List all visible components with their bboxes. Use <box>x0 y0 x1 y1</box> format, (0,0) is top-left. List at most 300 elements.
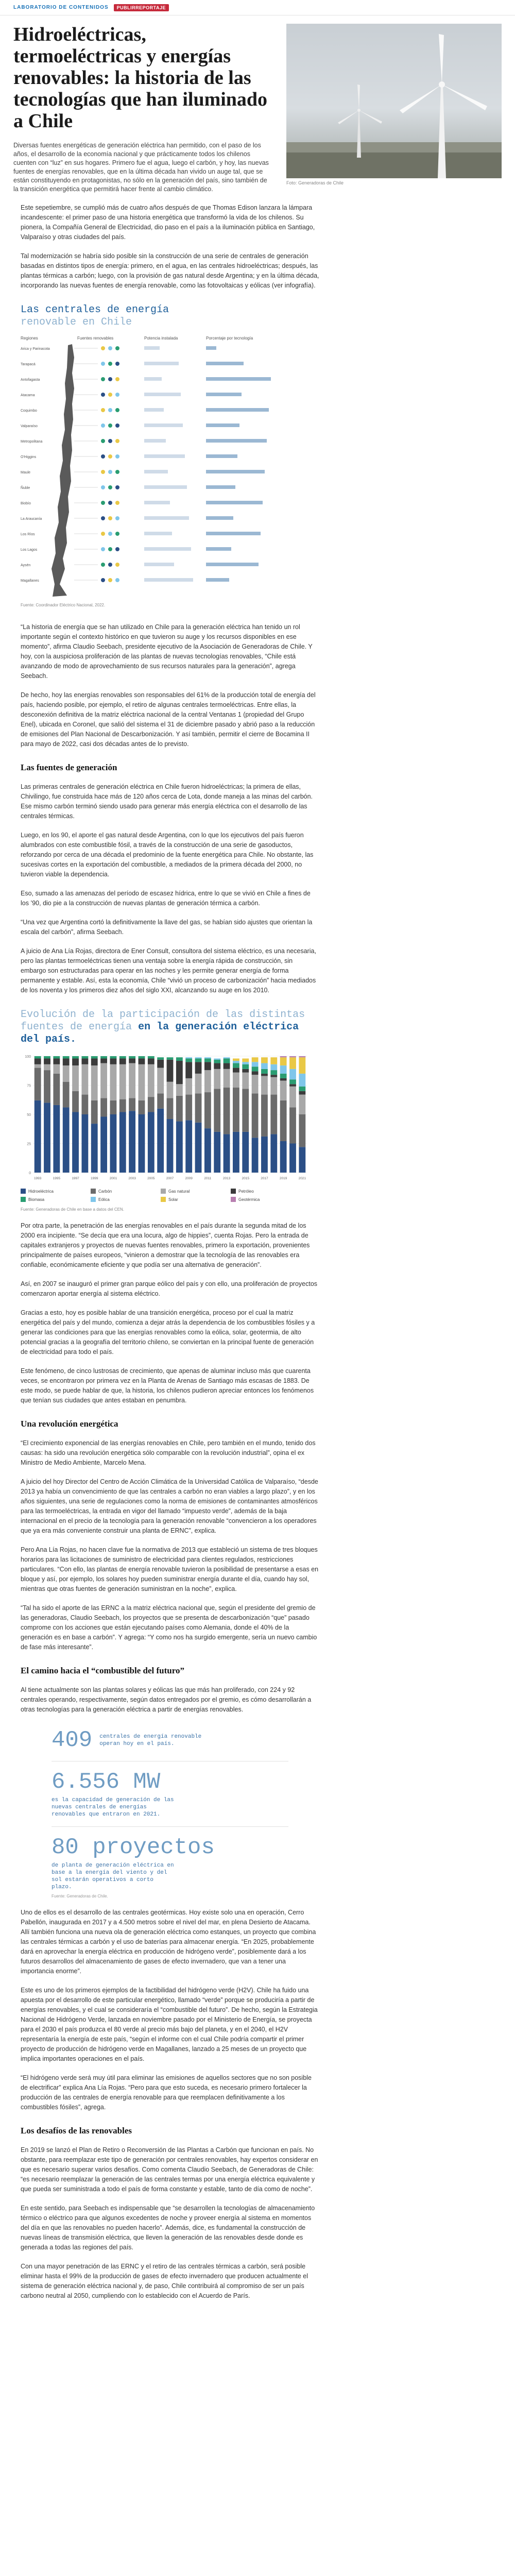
hero-caption: Foto: Generadoras de Chile <box>286 180 344 185</box>
stat-number: 409 <box>52 1727 93 1753</box>
bar-segment <box>214 1069 220 1089</box>
bar-segment <box>242 1064 249 1069</box>
bar-segment <box>91 1065 98 1100</box>
source-icon <box>101 516 105 520</box>
bar-segment <box>72 1059 79 1066</box>
paragraph: De hecho, hoy las energías renovables son responsables del 61% de la producción total de energía del país, haciendo posible, por ejemplo, el retiro de algunas centrales termoeléctricas. Entre ellas, la desconexión definitiva de la matriz eléctrica nacional de la central Ventanas 1 (propiedad del Grupo Enel), ubicada en Coronel, que salió del sistema el 31 de diciembre pasado y abrió paso a la reducción de emisiones del Plan Nacional de Descarbonización. Y así también, permitir el cierre de Bocamina II para mayo de 2022, casi dos décadas antes de lo previsto. <box>21 691 316 748</box>
source-icon <box>108 362 112 366</box>
region-label: O'Higgins <box>21 455 37 459</box>
region-label: Antofagasta <box>21 378 40 382</box>
bar-segment <box>119 1056 126 1059</box>
paragraph: Así, en 2007 se inauguró el primer gran parque eólico del país y con ello, una proliferación de proyectos comenzaron aportar energía al sistema eléctrico. <box>21 1280 318 1297</box>
source-icon <box>101 532 105 536</box>
source-icon <box>108 454 112 459</box>
bar-segment <box>252 1057 259 1062</box>
y-tick-label: 50 <box>27 1113 31 1117</box>
x-tick-label: 2007 <box>166 1177 174 1180</box>
region-label: Arica y Parinacota <box>21 347 50 351</box>
bar-segment <box>44 1059 50 1064</box>
bar-segment <box>242 1059 249 1062</box>
legend-item <box>91 1197 151 1202</box>
bar-segment <box>289 1057 296 1069</box>
source-icon <box>101 346 105 350</box>
renewables-map-infographic <box>21 304 288 613</box>
percent-bar <box>206 393 242 396</box>
bar-segment <box>185 1062 192 1078</box>
map-col-capacity: Potencia instalada <box>144 336 178 341</box>
bar-segment <box>233 1068 239 1073</box>
source-icon <box>108 393 112 397</box>
bar-segment <box>129 1056 135 1059</box>
brand-label[interactable]: LABORATORIO DE CONTENIDOS <box>13 5 109 10</box>
stats-infographic <box>52 1728 288 1899</box>
source-icon <box>101 454 105 459</box>
paragraph: A juicio de Ana Lía Rojas, directora de Ener Consult, consultora del sistema eléctrico, es una necesaria, pero las plantas termoeléctricas tienen una ventaja sobre la energía rápida de construcción, sin embargo son estructuradas para operar en las noches y les permite generar energía de forma permanente y estable. Así, esta la economía, Chile “vivió un proceso de carbonización” hacia mediados de los noventa y los primeros diez años del siglo XXI, alcanzando su auge en los 2010. <box>21 947 316 994</box>
bar-segment <box>270 1064 277 1070</box>
chart-legend <box>21 1189 309 1202</box>
paragraph: “Tal ha sido el aporte de las ERNC a la matriz eléctrica nacional que, según el presidente del gremio de las generadoras, Claudio Seebach, los proyectos que se presenta de descarbonización “que” pasado comprome con los acciones que están ejecutando países como Alemania, donde el 40% de la generación es en base a carbón”. Y agrega: “Y como nos ha surgido emergente, sería un nuevo cambio de fase más interesante”. <box>21 1604 317 1651</box>
source-icon <box>101 547 105 551</box>
bar-segment <box>100 1117 107 1173</box>
source-icon <box>108 516 112 520</box>
bar-segment <box>119 1064 126 1099</box>
section-heading: El camino hacia el “combustible del futuro” <box>21 1666 184 1675</box>
legend-label: Solar <box>168 1197 178 1202</box>
region-label: Tarapacá <box>21 363 36 366</box>
bar-segment <box>129 1059 135 1063</box>
source-icon <box>108 501 112 505</box>
capacity-bar <box>144 362 179 365</box>
source-icon <box>108 563 112 567</box>
bar-segment <box>270 1077 277 1095</box>
bar-segment <box>233 1132 239 1173</box>
bar-segment <box>233 1088 239 1132</box>
bar-segment <box>129 1063 135 1098</box>
bar-segment <box>233 1059 239 1061</box>
paragraph: Con una mayor penetración de las ERNC y el retiro de las centrales térmicas a carbón, será posible eliminar hasta el 99% de la producción de gases de efecto invernadero que producen actualmente el sistema de generación eléctrica nacional y, de paso, Chile contribuirá al compromiso de ser un país carbono neutral al 2050, cumpliendo con lo establecido con el Acuerdo de París. <box>21 2263 308 2299</box>
source-icon <box>108 439 112 443</box>
bar-segment <box>63 1082 70 1108</box>
percent-bar <box>206 454 237 458</box>
stats-source: Fuente: Generadoras de Chile. <box>52 1894 108 1899</box>
source-icon <box>101 408 105 412</box>
map-title-suffix: renovable en Chile <box>21 316 132 328</box>
bar-segment <box>185 1095 192 1121</box>
bar-segment <box>280 1065 287 1074</box>
x-tick-label: 2013 <box>222 1177 231 1180</box>
source-icon <box>115 408 119 412</box>
bar-segment <box>224 1063 230 1069</box>
legend-swatch <box>161 1197 166 1202</box>
bar-segment <box>139 1114 145 1173</box>
bar-segment <box>176 1122 183 1173</box>
bar-segment <box>53 1059 60 1064</box>
paragraph: Este fenómeno, de cinco lustrosas de crecimiento, que apenas de aluminar incluso más que cuarenta veces, se encontraron por primera vez en la Planta de Arenas de Santiago más escasas de 1883. De este modo, se puede hablar de que, la historia, los chilenos pudieron apreciar entonces los fenómenos que tenían sus ciudades que antes estaban en penumbra. <box>21 1367 314 1404</box>
bar-segment <box>176 1057 183 1061</box>
future-section <box>0 1908 319 2301</box>
source-icon <box>115 346 119 350</box>
legend-label: Gas natural <box>168 1189 190 1194</box>
bar-segment <box>119 1112 126 1173</box>
bar-segment <box>270 1134 277 1173</box>
bar-segment <box>261 1137 268 1173</box>
percent-bar <box>206 346 216 350</box>
capacity-bar <box>144 578 193 582</box>
bar-segment <box>224 1134 230 1173</box>
bar-segment <box>214 1132 220 1173</box>
bar-segment <box>110 1056 117 1059</box>
stat-number: 80 proyectos <box>52 1835 215 1860</box>
stat-description: es la capacidad de generación de las nuevas centrales de energías renovables que entraron en 2021. <box>52 1797 174 1818</box>
legend-swatch <box>91 1197 96 1202</box>
bar-segment <box>270 1095 277 1134</box>
bar-segment <box>204 1057 211 1058</box>
bar-chart-title-muted: Evolución de la participación de las distintas fuentes de energía <box>21 1009 305 1033</box>
percent-bar <box>206 485 235 489</box>
bar-segment <box>35 1056 41 1059</box>
percent-bar <box>206 501 263 504</box>
percent-bar <box>206 377 271 381</box>
bar-segment <box>195 1057 202 1058</box>
bar-segment <box>233 1073 239 1088</box>
capacity-bar <box>144 563 174 566</box>
bar-segment <box>110 1100 117 1114</box>
chile-map <box>21 342 288 600</box>
region-label: Coquimbo <box>21 409 37 413</box>
capacity-bar <box>144 532 172 535</box>
paragraph: Tal modernización se habría sido posible sin la construcción de una serie de centrales de generación basadas en distintos tipos de energía: primero, en el agua, en las centrales hidroeléctricas; después, las plantas térmicas a carbón; luego, con la provisión de gas natural desde Argentina; y en la última década, incorporando las nuevas fuentes de energía renovable, como las fotovoltaicas y eólicas (ver infografía). <box>21 252 319 289</box>
map-title <box>21 304 288 329</box>
legend-swatch <box>231 1189 236 1194</box>
bar-segment <box>289 1084 296 1087</box>
bar-segment <box>261 1076 268 1094</box>
region-label: Metropolitana <box>21 440 43 444</box>
bar-segment <box>100 1059 107 1063</box>
bar-segment <box>204 1070 211 1092</box>
bar-segment <box>224 1057 230 1058</box>
bar-segment <box>81 1114 88 1173</box>
paragraph: Eso, sumado a las amenazas del período de escasez hídrica, entre lo que se vivió en Chile a fines de los ’90, dio pie a la construcción de nuevas plantas de generación térmica a carbón. <box>21 890 311 907</box>
paragraph: Gracias a esto, hoy es posible hablar de una transición energética, proceso por el cual la matriz energética del país y del mundo, comienza a dejar atrás la dependencia de los combustibles fósiles y a generar las condiciones para que las energías renovables como la eólica, solar, geotermia, de alto potencial gracias a la geografía del territorio chileno, se conviertan en la principal fuente de generación de electricidad para todo el país. <box>21 1309 315 1355</box>
bar-segment <box>53 1105 60 1173</box>
legend-swatch <box>21 1197 26 1202</box>
source-icon <box>101 578 105 582</box>
bar-segment <box>280 1100 287 1141</box>
y-tick-label: 0 <box>29 1172 31 1175</box>
percent-bar <box>206 423 239 427</box>
bar-segment <box>289 1144 296 1173</box>
bar-segment <box>195 1074 202 1093</box>
region-label: Maule <box>21 471 31 474</box>
source-icon <box>101 470 105 474</box>
bar-segment <box>289 1107 296 1143</box>
bar-segment <box>35 1064 41 1068</box>
bar-segment <box>299 1114 305 1147</box>
bar-segment <box>242 1062 249 1064</box>
source-icon <box>108 377 112 381</box>
source-icon <box>115 532 119 536</box>
percent-bar <box>206 547 231 551</box>
bar-segment <box>214 1059 220 1060</box>
bar-segment <box>299 1095 305 1114</box>
bar-chart-title <box>21 1009 309 1046</box>
bar-segment <box>157 1060 164 1068</box>
legend-item <box>91 1189 151 1194</box>
bar-segment <box>270 1075 277 1077</box>
stat-capacity <box>52 1770 288 1818</box>
bar-segment <box>53 1064 60 1074</box>
divider <box>52 1826 288 1827</box>
hero-text <box>13 24 271 194</box>
bar-segment <box>167 1057 174 1060</box>
bar-segment <box>233 1063 239 1068</box>
legend-item <box>21 1197 81 1202</box>
bar-segment <box>280 1078 287 1081</box>
source-icon <box>115 501 119 505</box>
bar-segment <box>91 1056 98 1059</box>
capacity-bar <box>144 346 160 350</box>
capacity-bar <box>144 501 170 504</box>
bar-segment <box>72 1091 79 1112</box>
source-icon <box>115 563 119 567</box>
bar-segment <box>280 1080 287 1100</box>
bar-segment <box>261 1095 268 1137</box>
bar-segment <box>81 1095 88 1114</box>
bar-segment <box>185 1078 192 1095</box>
bar-segment <box>53 1056 60 1059</box>
legend-item <box>231 1197 291 1202</box>
percent-bar <box>206 532 261 535</box>
bar-segment <box>139 1056 145 1059</box>
paragraph: Las primeras centrales de generación eléctrica en Chile fueron hidroeléctricas; la primera de ellas, Chivilingo, fue construida hace más de 120 años cerca de Lota, donde maneja a las minas del carbón. Ese mismo carbón terminó siendo usado para generar más energía eléctrica con el desarrollo de las centrales térmicas. <box>21 783 313 820</box>
bar-segment <box>35 1059 41 1064</box>
capacity-bar <box>144 470 168 473</box>
article-lead: Diversas fuentes energéticas de generación eléctrica han permitido, con el paso de los años, el desarrollo de la economía nacional y que prácticamente todos los chilenos cuenten con “luz” en sus hogares. Primero fue el agua, luego el carbón, y hoy, las nuevas fuentes de energías renovables, que en la última década han vivido un auge tal, que se están constituyendo en protagonistas, no sólo en la generación del país, sino también de la transición energética que permitirá hacer frente al cambio climático. <box>13 142 269 193</box>
paragraph: Este es uno de los primeros ejemplos de la factibilidad del hidrógeno verde (H2V). Chile ha fuido una apuesta por el desarrollo de este particular energético, llamado “verde” porque se produciría a partir de energías renovables, y el cual se consideraría el “combustible del futuro”. De hecho, según la Estrategia Nacional de Hidrógeno Verde, lanzada en noviembre pasado por el Ministerio de Energía, se proyecta para el 2030 el país produzca el 80 verde al precio más bajo del planeta, y en el 2040, el H2V representaría la energía de este país, “según el informe con el cual Chile podría compartir el primer proyecto de producción de hidrógeno verde en Magallanes, lanzado a 25 meses de un proyecto que implica importantes operaciones en el país. <box>21 1987 318 2062</box>
section-badge: PUBLIRREPORTAJE <box>114 4 169 11</box>
legend-swatch <box>21 1189 26 1194</box>
bar-segment <box>242 1069 249 1073</box>
y-tick-label: 25 <box>27 1142 31 1146</box>
bar-segment <box>148 1064 154 1097</box>
bar-segment <box>214 1063 220 1069</box>
section-heading: Las fuentes de generación <box>21 762 117 772</box>
source-icon <box>115 377 119 381</box>
bar-segment <box>252 1071 259 1075</box>
bar-segment <box>185 1057 192 1058</box>
bar-segment <box>167 1119 174 1173</box>
bar-segment <box>129 1098 135 1111</box>
bar-segment <box>167 1082 174 1098</box>
bar-segment <box>72 1056 79 1059</box>
bar-segment <box>167 1098 174 1119</box>
source-icon <box>115 470 119 474</box>
bar-segment <box>261 1057 268 1063</box>
map-col-regions: Regiones <box>21 336 38 341</box>
source-icon <box>101 501 105 505</box>
bar-segment <box>261 1069 268 1074</box>
bar-segment <box>157 1093 164 1108</box>
section-heading: Una revolución energética <box>21 1419 118 1429</box>
paragraph: Este sepetiembre, se cumplió más de cuatro años después de que Thomas Edison lanzara la lámpara incandescente: el primer paso de una historia energética que transformó la vida de los chilenos. Su pionera, la Compañía General de Electricidad, dio paso en el país a la iluminación pública en Santiago, Valparaíso y otras ciudades del país. <box>21 204 315 241</box>
source-icon <box>115 516 119 520</box>
bar-segment <box>148 1097 154 1112</box>
bar-segment <box>195 1062 202 1074</box>
paragraph: En este sentido, para Seebach es indispensable que “se desarrollen la tecnologías de almacenamiento térmico o eléctrico para que algunos excedentes de noche y proveer energía al sistema en momentos del día en que las renovables no pueden hacerlo”. Además, dice, es fundamental la construcción de nuevas líneas de transmisión eléctrica, que lleven la generación de las renovables desde donde es generada a todas las regiones del país. <box>21 2205 315 2251</box>
percent-bar <box>206 578 229 582</box>
percent-bar <box>206 563 259 566</box>
bar-segment <box>100 1056 107 1059</box>
legend-item <box>231 1189 291 1194</box>
source-icon <box>101 563 105 567</box>
percent-bar <box>206 470 265 473</box>
source-icon <box>108 423 112 428</box>
bar-segment <box>63 1059 70 1066</box>
bar-segment <box>280 1056 287 1057</box>
bar-segment <box>195 1093 202 1123</box>
bar-segment <box>204 1062 211 1070</box>
source-icon <box>108 547 112 551</box>
capacity-bar <box>144 423 183 427</box>
bar-segment <box>252 1066 259 1071</box>
bar-segment <box>110 1114 117 1173</box>
bar-segment <box>261 1063 268 1069</box>
region-label: Ñuble <box>21 486 30 490</box>
bar-segment <box>280 1057 287 1065</box>
legend-label: Geotérmica <box>238 1197 260 1202</box>
bar-segment <box>72 1065 79 1091</box>
bar-segment <box>252 1075 259 1093</box>
generation-evolution-chart <box>21 1009 309 1212</box>
percent-bar <box>206 408 269 412</box>
bar-segment <box>214 1060 220 1063</box>
intro-section <box>0 203 319 291</box>
bar-segment <box>270 1057 277 1064</box>
source-icon <box>108 346 112 350</box>
percent-bar <box>206 362 244 365</box>
source-icon <box>115 362 119 366</box>
x-tick-label: 1999 <box>91 1177 98 1180</box>
bar-segment <box>214 1089 220 1132</box>
region-label: Los Lagos <box>21 548 38 552</box>
region-label: Atacama <box>21 394 35 397</box>
region-label: Magallanes <box>21 579 39 583</box>
capacity-bar <box>144 439 166 443</box>
bar-segment <box>157 1068 164 1094</box>
bar-segment <box>299 1087 305 1091</box>
source-icon <box>101 377 105 381</box>
source-icon <box>115 547 119 551</box>
bar-segment <box>299 1091 305 1095</box>
bar-segment <box>289 1069 296 1079</box>
bar-segment <box>91 1124 98 1173</box>
source-icon <box>101 393 105 397</box>
bar-segment <box>91 1059 98 1066</box>
y-tick-label: 100 <box>25 1055 31 1059</box>
source-icon <box>108 485 112 489</box>
stat-description: de planta de generación eléctrica en base a la energía del viento y del sol estarán operativos a corto plazo. <box>52 1862 174 1890</box>
x-tick-label: 2005 <box>147 1177 155 1180</box>
legend-label: Petróleo <box>238 1189 254 1194</box>
capacity-bar <box>144 516 189 520</box>
bar-segment <box>119 1099 126 1112</box>
bar-segment <box>167 1060 174 1082</box>
bar-segment <box>289 1079 296 1084</box>
legend-swatch <box>91 1189 96 1194</box>
paragraph: “El hidrógeno verde será muy útil para eliminar las emisiones de aquellos sectores que no son posible de electrificar” explica Ana Lía Rojas. “Pero para que esto suceda, es necesario primero fortalecer la producción de las centrales de energía renovable para que reemplacen definitivamente a los combustibles fósiles”, agrega. <box>21 2074 312 2111</box>
percent-bar <box>206 439 267 443</box>
bar-segment <box>81 1059 88 1064</box>
revolution-section <box>0 1221 319 1715</box>
source-icon <box>115 454 119 459</box>
map-source-note: Fuente: Coordinador Eléctrico Nacional, 2022. <box>21 603 106 607</box>
bar-segment <box>204 1092 211 1128</box>
bar-segment <box>72 1112 79 1173</box>
legend-item <box>161 1197 221 1202</box>
article-title: Hidroeléctricas, termoeléctricas y energías renovables: la historia de las tecnologías que han iluminado a Chile <box>13 24 268 132</box>
bar-segment <box>299 1056 305 1057</box>
source-icon <box>115 485 119 489</box>
paragraph: Pero Ana Lía Rojas, no hacen clave fue la normativa de 2013 que estableció un sistema de tres bloques horarios para las licitaciones de suministro de electricidad para clientes regulados, restricciones particulares. “Con ello, las plantas de energía renovable tuvieron la posibilidad de presentarse a esas en bloque y así, por ejemplo, los solares hoy pueden suministrar energía durante el día, cuando hay sol, mientras que otras fuentes de generación suministran en la noche”, explica. <box>21 1546 319 1592</box>
source-icon <box>108 408 112 412</box>
bar-segment <box>44 1064 50 1070</box>
bar-segment <box>289 1087 296 1108</box>
map-col-percent: Porcentaje por tecnología <box>206 336 253 341</box>
legend-item <box>21 1189 81 1194</box>
capacity-bar <box>144 393 181 396</box>
paragraph: Luego, en los 90, el aporte el gas natural desde Argentina, con lo que los ejecutivos del país fueron alumbrados con este combustible fósil, a través de la construcción de una serie de gasoductos, reforzando por cerca de una década el predominio de la fuente energética para Chile. No obstante, las sucesivas cortes en la exportación del combustible, a mediados de la primera década del 2000, no tuvieron viable la dependencia. <box>21 832 314 878</box>
y-tick-label: 75 <box>27 1084 31 1088</box>
bar-segment <box>157 1109 164 1173</box>
bar-segment <box>224 1059 230 1063</box>
bar-segment <box>148 1056 154 1059</box>
x-tick-label: 2015 <box>242 1177 249 1180</box>
hero <box>0 15 515 194</box>
top-bar <box>0 0 515 15</box>
bar-segment <box>280 1141 287 1173</box>
source-icon <box>115 423 119 428</box>
bar-segment <box>261 1074 268 1076</box>
bar-segment <box>195 1059 202 1062</box>
source-icon <box>108 578 112 582</box>
x-tick-label: 1993 <box>33 1177 42 1180</box>
map-column-headers <box>21 336 288 341</box>
bar-segment <box>185 1059 192 1062</box>
x-tick-label: 1995 <box>53 1177 61 1180</box>
stat-plants <box>52 1728 288 1753</box>
capacity-bar <box>144 485 187 489</box>
bar-segment <box>299 1057 305 1074</box>
source-icon <box>101 485 105 489</box>
x-tick-label: 2003 <box>128 1177 136 1180</box>
legend-item <box>161 1189 221 1194</box>
bar-segment <box>63 1107 70 1173</box>
x-tick-label: 2021 <box>298 1177 306 1180</box>
x-tick-label: 2019 <box>279 1177 287 1180</box>
capacity-bar <box>144 377 162 381</box>
bar-segment <box>44 1056 50 1059</box>
bar-segment <box>139 1059 145 1064</box>
chart-source: Fuente: Generadoras de Chile en base a datos del CEN. <box>21 1207 125 1212</box>
legend-label: Eólica <box>98 1197 110 1202</box>
bar-segment <box>185 1120 192 1173</box>
paragraph: Por otra parte, la penetración de las energías renovables en el país durante la segunda mitad de los 2000 era incipiente. “Se decía que era una locura, algo de hippies”, cuenta Rojas. Pero la entrada de capitales extranjeros y proyectos de nuevas fuentes renovables, primero la exportación, provenientes principalmente de países europeos, “vinieron a demostrar que la tecnología de las renovables era confiable, económicamente eficiente y que podía ser una alternativa de generación”. <box>21 1222 310 1268</box>
paragraph: A juicio del hoy Director del Centro de Acción Climática de la Universidad Católica de Valparaíso, “desde 2013 ya había un convencimiento de que las centrales a carbón no eran viables a largo plazo”, y en los años siguientes, una serie de regulaciones como la norma de emisiones de contaminantes atmosféricos para las termoeléctricas, la entrada en vigor del llamado “impuesto verde”, además de la baja internacional en el precio de la tecnología para la generación renovable “convencieron a los operadores que ya era más conveniente construir una planta de ERNC”, explica. <box>21 1478 318 1534</box>
bar-segment <box>44 1070 50 1103</box>
region-label: Biobío <box>21 502 31 505</box>
legend-label: Carbón <box>98 1189 112 1194</box>
bar-segment <box>63 1065 70 1082</box>
